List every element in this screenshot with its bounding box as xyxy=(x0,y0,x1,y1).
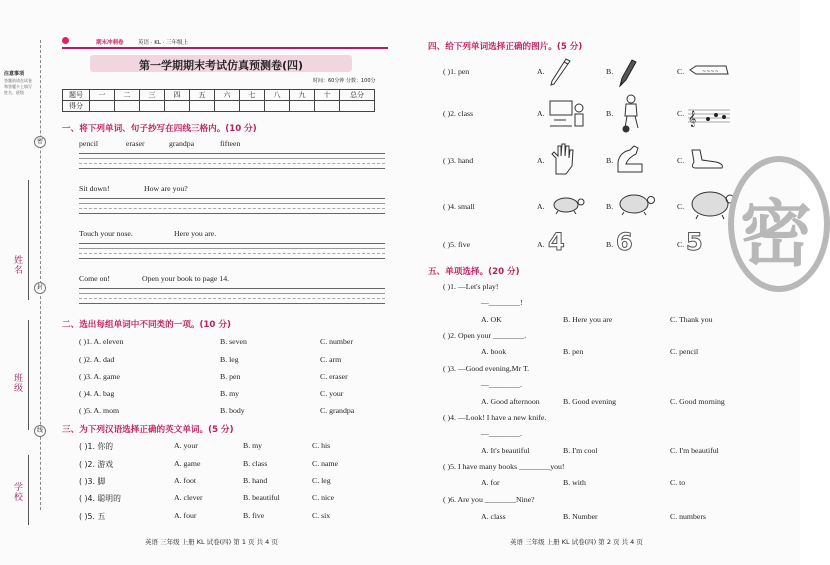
svg-text:~~~~: ~~~~ xyxy=(702,69,719,75)
s4-q3-a[interactable]: A. xyxy=(537,156,545,165)
writing-line xyxy=(79,198,385,199)
s5-q4: ( )4. —Look! I have a new knife. xyxy=(443,413,547,422)
s5-q2-b[interactable]: B. pen xyxy=(563,347,584,356)
score-header-label: 题号 xyxy=(63,90,90,101)
digit-four: 4 xyxy=(548,228,565,256)
sentence-1b: How are you? xyxy=(144,184,188,193)
s4-q3-b[interactable]: B. xyxy=(606,156,614,165)
writing-line xyxy=(79,213,385,214)
pen-icon xyxy=(616,56,638,88)
arm-icon xyxy=(614,142,644,176)
word-2: eraser xyxy=(126,139,145,148)
header-rule xyxy=(62,47,388,49)
s3-q5: ( )5. 五 xyxy=(79,512,106,521)
score-header-cell: 一 xyxy=(90,90,115,101)
s4-q5-c[interactable]: C. xyxy=(677,240,685,249)
s2-q2-a[interactable]: ( )2. A. dad xyxy=(79,355,115,364)
s4-q2-b[interactable]: B. xyxy=(606,109,614,118)
s3-q4-a[interactable]: A. clever xyxy=(174,493,203,502)
score-header-cell: 九 xyxy=(290,90,315,101)
s2-q5-a[interactable]: ( )5. A. mom xyxy=(79,406,120,415)
word-1: pencil xyxy=(79,139,99,148)
s4-q5: ( )5. five xyxy=(443,240,471,249)
turtle-small-icon xyxy=(548,194,586,214)
section4-title: 四、给下列单词选择正确的图片。(5 分) xyxy=(428,42,583,52)
digit-six: 6 xyxy=(616,228,633,256)
s3-q5-a[interactable]: A. four xyxy=(174,511,197,520)
score-row-label: 得分 xyxy=(63,101,90,112)
digit-five: 5 xyxy=(686,228,703,256)
score-cell[interactable] xyxy=(340,101,375,112)
sentence-1a: Sit down! xyxy=(79,184,110,193)
s2-q5-c[interactable]: C. grandpa xyxy=(320,406,355,415)
score-header-cell: 八 xyxy=(265,90,290,101)
header-info: 英语 · KL · 三年级上 xyxy=(138,40,189,46)
stamp-char: 密 xyxy=(740,192,813,276)
seal-char-3: 线 xyxy=(34,425,46,437)
pencil-icon xyxy=(548,56,572,86)
sentence-3b: Open your book to page 14. xyxy=(142,274,230,283)
s2-q5-b[interactable]: B. body xyxy=(220,406,245,415)
score-table xyxy=(62,89,375,112)
s2-q3-b[interactable]: B. pen xyxy=(220,372,241,381)
s4-q3: ( )3. hand xyxy=(443,156,474,165)
s5-q4-blank: —________. xyxy=(481,429,522,438)
writing-line xyxy=(79,163,385,164)
s4-q1-c[interactable]: C. xyxy=(677,67,685,76)
section5-title: 五、单项选择。(20 分) xyxy=(428,267,520,277)
score-cell[interactable] xyxy=(115,101,140,112)
s4-q2-c[interactable]: C. xyxy=(677,109,685,118)
s2-q2-c[interactable]: C. arm xyxy=(320,355,342,364)
score-cell[interactable] xyxy=(240,101,265,112)
score-header-cell: 总分 xyxy=(340,90,375,101)
s3-q4-c[interactable]: C. nice xyxy=(312,493,335,502)
s4-q1: ( )1. pen xyxy=(443,67,470,76)
score-header-cell: 六 xyxy=(215,90,240,101)
notice-text: 答题前请在试卷和答题卡上填写姓名、班级 xyxy=(4,78,32,95)
footer-right: 英语 三年级 上册 KL 试卷(四) 第 2 页 共 4 页 xyxy=(510,538,643,546)
s5-q6-a[interactable]: A. class xyxy=(481,512,506,521)
score-header-cell: 十 xyxy=(315,90,340,101)
name-label: 姓名 xyxy=(14,256,24,276)
page-title: 第一学期期末考试仿真预测卷(四) xyxy=(138,59,304,72)
s4-q2: ( )2. class xyxy=(443,109,474,118)
s5-q1-blank: —________! xyxy=(481,298,523,307)
classroom-icon xyxy=(548,98,588,132)
s3-q5-c[interactable]: C. six xyxy=(312,511,331,520)
s3-q1-b[interactable]: B. my xyxy=(243,441,263,450)
s3-q1: ( )1. 你的 xyxy=(79,442,114,451)
sentence-3a: Come on! xyxy=(79,274,110,283)
football-player-icon xyxy=(618,94,644,134)
s3-q2: ( )2. 游戏 xyxy=(79,460,114,469)
score-header-cell: 七 xyxy=(240,90,265,101)
s5-q2-c[interactable]: C. pencil xyxy=(670,347,699,356)
s3-q5-b[interactable]: B. five xyxy=(243,511,265,520)
s2-q2-b[interactable]: B. leg xyxy=(220,355,239,364)
section2-title: 二、选出每组单词中不同类的一项。(10 分) xyxy=(62,320,231,330)
s3-q3: ( )3. 脚 xyxy=(79,477,106,486)
seal-char-1: 密 xyxy=(34,136,46,148)
writing-line xyxy=(79,158,385,159)
s5-q4-a[interactable]: A. It's beautiful xyxy=(481,446,530,455)
s5-q5: ( )5. I have many books ________you! xyxy=(443,462,565,471)
s3-q3-a[interactable]: A. foot xyxy=(174,476,197,485)
s2-q4-b[interactable]: B. my xyxy=(220,389,240,398)
section3-title: 三、为下列汉语选择正确的英文单词。(5 分) xyxy=(62,425,234,435)
score-cell[interactable] xyxy=(190,101,215,112)
s5-q1-c[interactable]: C. Thank you xyxy=(670,315,713,324)
s5-q1-a[interactable]: A. OK xyxy=(481,315,502,324)
class-label: 班级 xyxy=(14,374,24,394)
s4-q4: ( )4. small xyxy=(443,202,475,211)
s5-q6: ( )6. Are you ________Nine? xyxy=(443,495,535,504)
s5-q2-a[interactable]: A. book xyxy=(481,347,507,356)
s4-q3-c[interactable]: C. xyxy=(677,156,685,165)
s5-q3-c[interactable]: C. Good morning xyxy=(670,397,725,406)
s5-q4-b[interactable]: B. I'm cool xyxy=(563,446,598,455)
s5-q3-b[interactable]: B. Good evening xyxy=(563,397,617,406)
writing-line xyxy=(79,303,385,304)
s5-q6-b[interactable]: B. Number xyxy=(563,512,598,521)
s5-q5-b[interactable]: B. with xyxy=(563,478,586,487)
s3-q2-b[interactable]: B. class xyxy=(243,459,268,468)
s2-q4-c[interactable]: C. your xyxy=(320,389,344,398)
score-header-cell: 五 xyxy=(190,90,215,101)
foot-icon xyxy=(686,148,726,172)
s3-q3-b[interactable]: B. hand xyxy=(243,476,268,485)
s5-q5-a[interactable]: A. for xyxy=(481,478,500,487)
s4-q5-a[interactable]: A. xyxy=(537,240,545,249)
s3-q4: ( )4. 聪明的 xyxy=(79,494,121,503)
sentence-2a: Touch your nose. xyxy=(79,229,133,238)
writing-line xyxy=(79,288,385,289)
s4-q4-c[interactable]: C. xyxy=(677,202,685,211)
s4-q1-a[interactable]: A. xyxy=(537,67,545,76)
writing-line xyxy=(79,153,385,154)
section1-title: 一、将下列单词、句子抄写在四线三格内。(10 分) xyxy=(62,124,257,134)
cut-line xyxy=(40,40,41,510)
brand-dot-icon xyxy=(62,37,69,44)
music-notes-icon xyxy=(686,102,732,128)
score-cell[interactable] xyxy=(315,101,340,112)
s5-q3-blank: —________. xyxy=(481,380,522,389)
word-4: fifteen xyxy=(220,139,241,148)
writing-line xyxy=(79,203,385,204)
s2-q1-b[interactable]: B. seven xyxy=(220,337,247,346)
s5-q3: ( )3. —Good evening,Mr T. xyxy=(443,364,530,373)
s5-q5-c[interactable]: C. to xyxy=(670,478,686,487)
time-info: 时间：60分钟 分数：100分 xyxy=(313,78,376,84)
s3-q2-a[interactable]: A. game xyxy=(174,459,201,468)
s2-q1-a[interactable]: ( )1. A. eleven xyxy=(79,337,124,346)
s4-q2-a[interactable]: A. xyxy=(537,109,545,118)
s2-q3-c[interactable]: C. eraser xyxy=(320,372,348,381)
notice-title: 注意事项 xyxy=(4,71,25,77)
s5-q2: ( )2. Open your ________. xyxy=(443,331,527,340)
score-cell[interactable] xyxy=(215,101,240,112)
s3-q1-a[interactable]: A. your xyxy=(174,441,198,450)
seal-stamp xyxy=(728,156,830,292)
writing-line xyxy=(79,253,385,254)
crayon-icon xyxy=(688,62,730,78)
hand-icon xyxy=(548,142,576,176)
score-cell[interactable] xyxy=(265,101,290,112)
score-cell[interactable] xyxy=(90,101,115,112)
s5-q6-c[interactable]: C. numbers xyxy=(670,512,706,521)
s5-q3-a[interactable]: A. Good afternoon xyxy=(481,397,540,406)
score-cell[interactable] xyxy=(290,101,315,112)
seal-char-2: 封 xyxy=(34,282,46,294)
writing-line xyxy=(79,243,385,244)
s5-q4-c[interactable]: C. I'm beautiful xyxy=(670,446,719,455)
svg-text:𝄞: 𝄞 xyxy=(688,111,697,127)
score-header-cell: 二 xyxy=(115,90,140,101)
s2-q4-a[interactable]: ( )4. A. bag xyxy=(79,389,115,398)
s4-q4-b[interactable]: B. xyxy=(606,202,614,211)
s3-q3-c[interactable]: C. leg xyxy=(312,476,331,485)
s5-q1-b[interactable]: B. Here you are xyxy=(563,315,613,324)
word-3: grandpa xyxy=(169,139,195,148)
writing-line xyxy=(79,298,385,299)
brand: 期末冲刺卷 xyxy=(96,40,124,46)
score-cell[interactable] xyxy=(140,101,165,112)
s2-q3-a[interactable]: ( )3. A. game xyxy=(79,372,120,381)
s4-q4-a[interactable]: A. xyxy=(537,202,545,211)
writing-line xyxy=(79,258,385,259)
school-label: 学校 xyxy=(14,483,24,503)
sentence-2b: Here you are. xyxy=(174,229,217,238)
writing-line xyxy=(79,248,385,249)
writing-line xyxy=(79,208,385,209)
score-header-cell: 三 xyxy=(140,90,165,101)
s4-q1-b[interactable]: B. xyxy=(606,67,614,76)
s5-q1: ( )1. —Let's play! xyxy=(443,282,499,291)
footer-left: 英语 三年级 上册 KL 试卷(四) 第 1 页 共 4 页 xyxy=(145,538,278,546)
turtle-medium-icon xyxy=(614,190,656,216)
writing-line xyxy=(79,168,385,169)
s2-q1-c[interactable]: C. number xyxy=(320,337,353,346)
s3-q1-c[interactable]: C. his xyxy=(312,441,331,450)
writing-line xyxy=(79,293,385,294)
score-header-cell: 四 xyxy=(165,90,190,101)
score-cell[interactable] xyxy=(165,101,190,112)
s3-q4-b[interactable]: B. beautiful xyxy=(243,493,280,502)
s3-q2-c[interactable]: C. name xyxy=(312,459,338,468)
s4-q5-b[interactable]: B. xyxy=(606,240,614,249)
